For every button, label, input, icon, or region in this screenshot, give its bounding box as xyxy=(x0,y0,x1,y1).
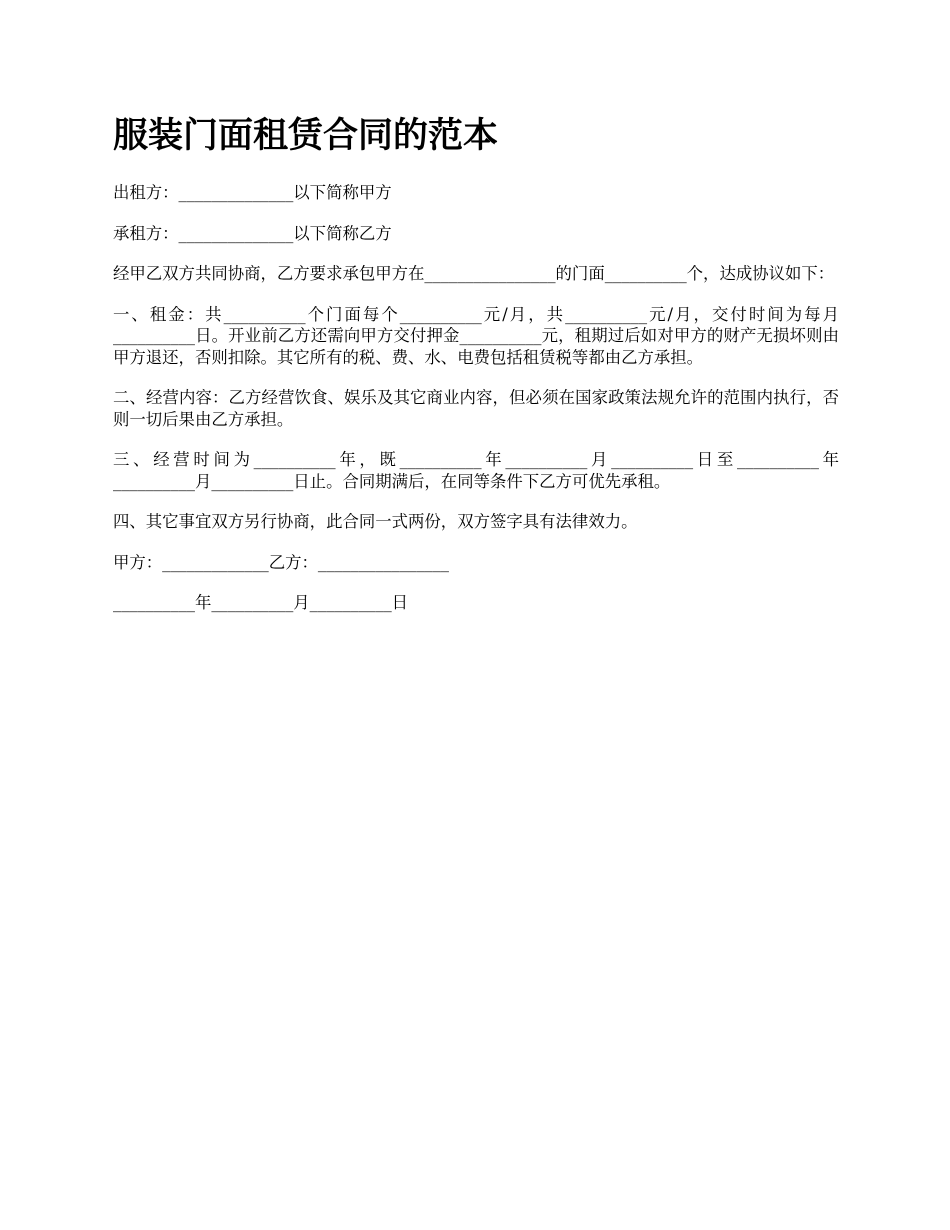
lessee-text: 承租方：______________以下简称乙方 xyxy=(113,223,392,243)
lessor-text: 出租方：______________以下简称甲方 xyxy=(113,183,392,202)
agreement-intro xyxy=(113,263,839,285)
lessee-line xyxy=(113,223,839,245)
clause-business-content xyxy=(113,387,839,430)
clause-term-text: 三、经营时间为__________年，既__________年__________月__________日至__________年__________月__________日止。合同期满后，在同等条件下乙方可优先承租。 xyxy=(113,450,839,491)
clause-other-matters-text: 四、其它事宜双方另行协商，此合同一式两份，双方签字具有法律效力。 xyxy=(113,512,638,531)
signature-line xyxy=(113,552,839,574)
signature-text: 甲方：_____________乙方：________________ xyxy=(113,552,450,572)
date-text: __________年__________月__________日 xyxy=(113,593,409,612)
clause-business-content-text: 二、经营内容：乙方经营饮食、娱乐及其它商业内容，但必须在国家政策法规允许的范围内执行，否则一切后果由乙方承担。 xyxy=(113,388,839,429)
lessor-line xyxy=(113,182,839,204)
date-line xyxy=(113,592,839,614)
clause-other-matters xyxy=(113,511,839,533)
clause-rent xyxy=(113,304,839,369)
clause-rent-text: 一、租金：共__________个门面每个__________元/月，共__________元/月，交付时间为每月__________日。开业前乙方还需向甲方交付押金__________元，租期过后如对甲方的财产无损坏则由甲方退还，否则扣除。其它所有的税、费、水、电费包括租赁税等都由乙方承担。 xyxy=(113,304,839,367)
document-title: 服装门面租赁合同的范本 xyxy=(113,116,499,156)
agreement-intro-text: 经甲乙双方共同协商，乙方要求承包甲方在________________的门面__________个，达成协议如下： xyxy=(113,264,835,283)
clause-term xyxy=(113,449,839,492)
document-page xyxy=(113,112,839,633)
